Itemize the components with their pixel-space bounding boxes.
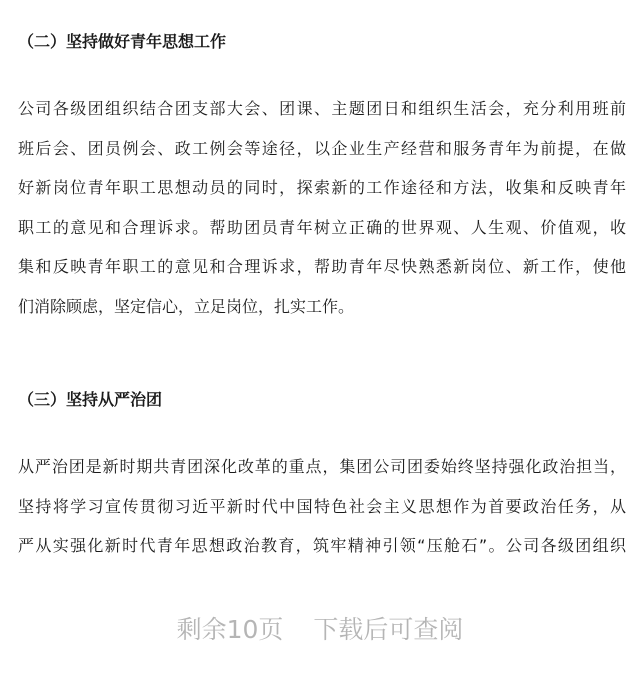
download-to-read-more-button[interactable] [0,606,640,654]
paragraph-line: 集和反映青年职工的意见和合理诉求，帮助青年尽快熟悉新岗位、新工作，使他 [18,257,626,276]
paragraph-line: 从严治团是新时期共青团深化改革的重点，集团公司团委始终坚持强化政治担当， [18,457,626,476]
section-2-paragraph [18,89,626,326]
paragraph-line: 职工的意见和合理诉求。帮助团员青年树立正确的世界观、人生观、价值观，收 [18,217,626,237]
download-prompt-text: 下载后可查阅 [313,615,464,644]
paragraph-line: 坚持将学习宣传贯彻习近平新时代中国特色社会主义思想作为首要政治任务，从 [18,496,626,516]
section-heading-3: （三）坚持从严治团 [18,390,163,409]
paragraph-line: 好新岗位青年职工思想动员的同时，探索新的工作途径和方法，收集和反映青年 [18,178,626,197]
paragraph-line: 们消除顾虑，坚定信心，立足岗位，扎实工作。 [18,296,355,316]
remaining-pages-text: 剩余10页 [176,615,284,644]
paragraph-line: 班后会、团员例会、政工例会等途径，以企业生产经营和服务青年为前提，在做 [18,138,626,158]
section-heading-2: （二）坚持做好青年思想工作 [18,32,227,51]
paragraph-line: 公司各级团组织结合团支部大会、团课、主题团日和组织生活会，充分利用班前 [18,99,626,118]
section-3-paragraph [18,447,626,566]
paragraph-line: 严从实强化新时代青年思想政治教育，筑牢精神引领“压舱石”。公司各级团组织 [18,536,626,555]
